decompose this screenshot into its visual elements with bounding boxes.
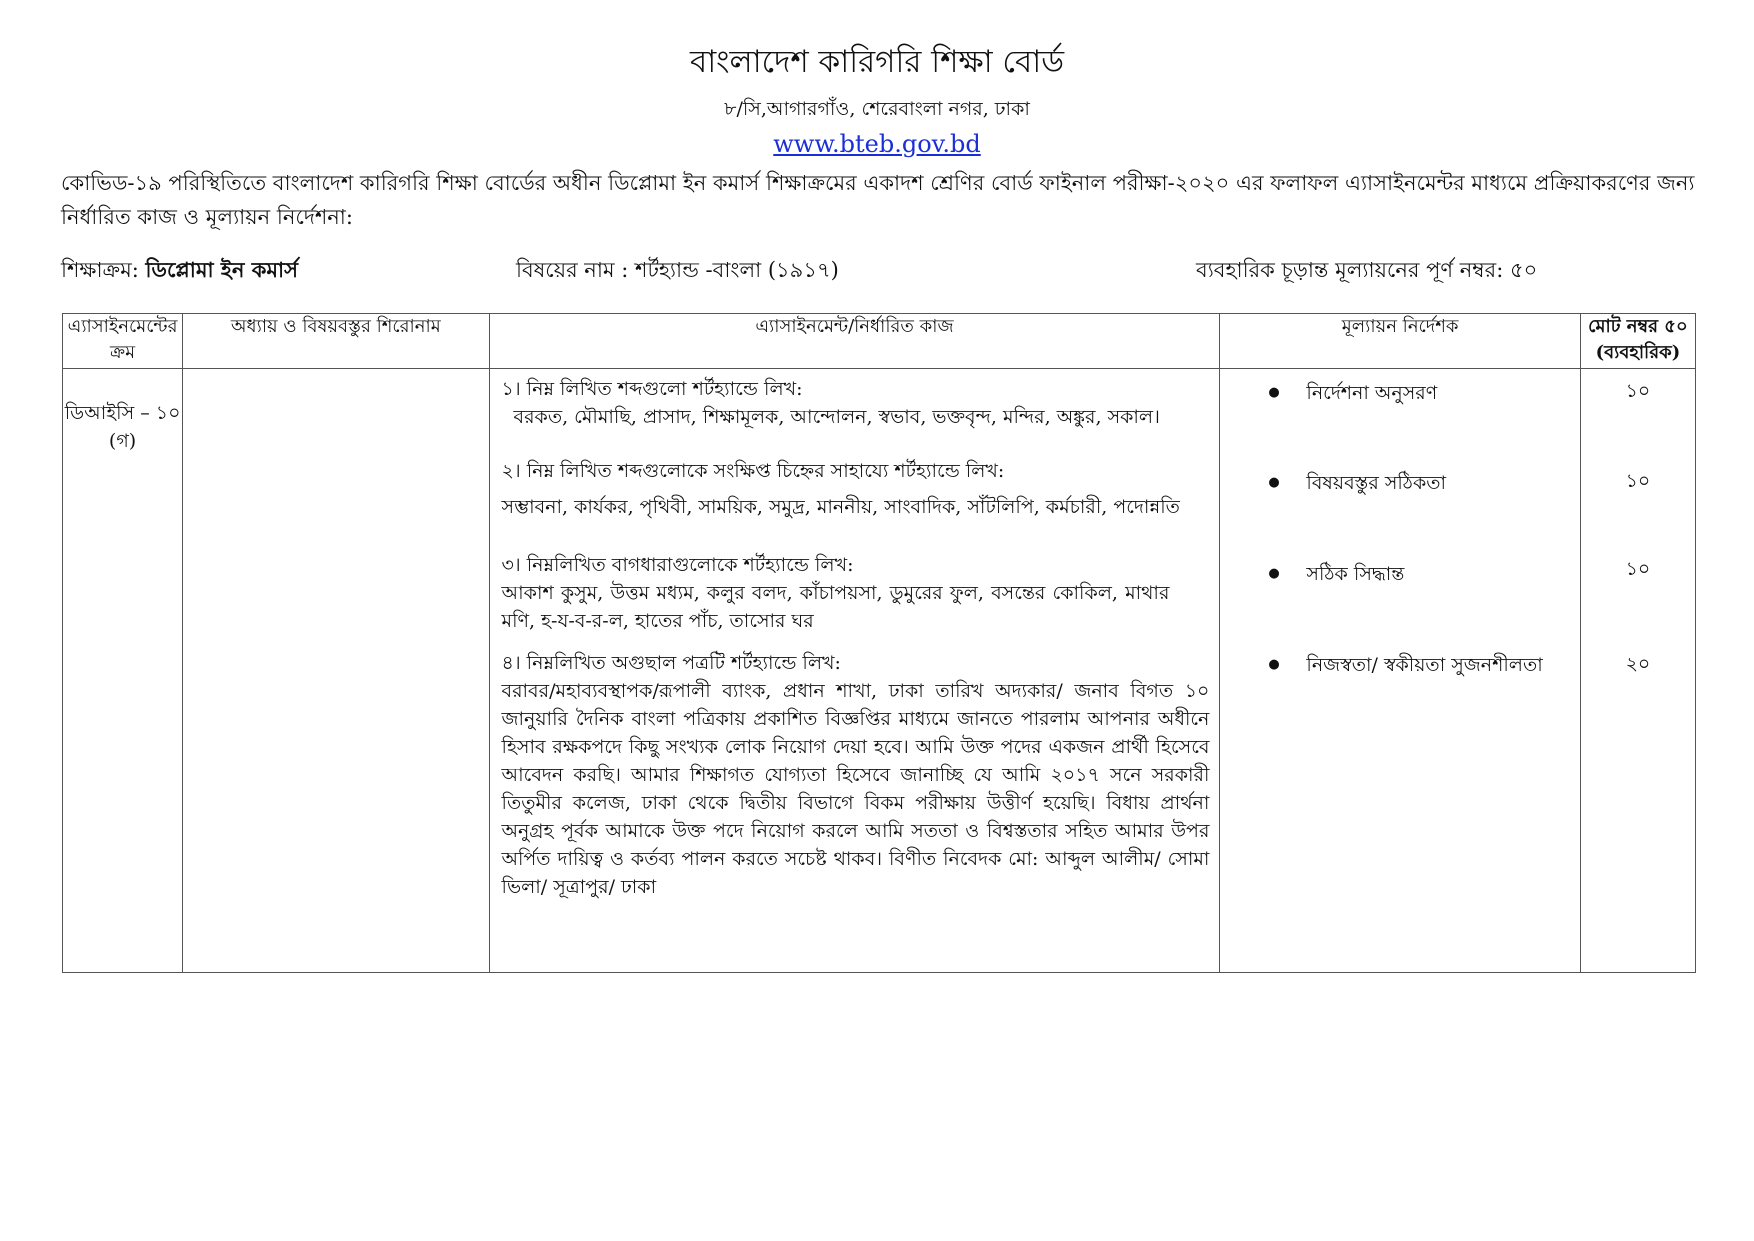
- board-title: বাংলাদেশ কারিগরি শিক্ষা বোর্ড: [689, 44, 1065, 80]
- intro-paragraph: কোভিড-১৯ পরিস্থিতিতে বাংলাদেশ কারিগরি শিক্ষা বোর্ডের অধীন ডিপ্লোমা ইন কমার্স শিক্ষাক্রমের একাদশ শ্রেণির বোর্ড ফাইনাল পরীক্ষা-২০২০ এর ফলাফল এ্যাসাইনমেন্টর মাধ্যমে প্রক্রিয়াকরণের জন্য নির্ধারিত কাজ ও মূল্যায়ন নির্দেশনা:: [61, 171, 1695, 229]
- task-body: বরাবর/মহাব্যবস্থাপক/রূপালী ব্যাংক, প্রধান শাখা, ঢাকা তারিখ অদ্যকার/ জনাব বিগত ১০ জানুয়ারি দৈনিক বাংলা পত্রিকায় প্রকাশিত বিজ্ঞপ্তির মাধ্যমে জানতে পারলাম আপনার অধীনে হিসাব রক্ষকপদে কিছু সংখ্যক লোক নিয়োগ দেয়া হবে। আমি উক্ত পদের একজন প্রার্থী হিসেবে আবেদন করছি। আমার শিক্ষাগত যোগ্যতা হিসেবে জানাচ্ছি যে আমি ২০১৭ সনে সরকারী তিতুমীর কলেজ, ঢাকা থেকে দ্বিতীয় বিভাগে বিকম পরীক্ষায় উত্তীর্ণ হয়েছি। বিধায় প্রার্থনা অনুগ্রহ পূর্বক আমাকে উক্ত পদে নিয়োগ করলে আমি সততা ও বিশ্বস্ততার সহিত আমার উপর অর্পিত দায়িত্ব ও কর্তব্য পালন করতে সচেষ্ট থাকব। বিণীত নিবেদক মো: আব্দুল আলীম/ সোমা ভিলা/ সূত্রাপুর/ ঢাকা: [501, 680, 1210, 898]
- header-total: [1580, 314, 1695, 369]
- mark-value: ১০: [1625, 558, 1651, 580]
- curriculum-value: ডিপ্লোমা ইন কমার্স: [145, 257, 299, 282]
- task-heading: ৪। নিম্নলিখিত অগুছাল পত্রটি শর্টহ্যান্ডে লিখ:: [501, 652, 841, 674]
- criteria-item: ● সঠিক সিদ্ধান্ত: [1268, 560, 1579, 588]
- table-row: [63, 369, 1696, 973]
- board-address: ৮/সি,আগারগাঁও, শেরেবাংলা নগর, ঢাকা: [724, 98, 1030, 120]
- task-body: আকাশ কুসুম, উত্তম মধ্যম, কলুর বলদ, কাঁচাপয়সা, ডুমুরের ফুল, বসন্তের কোকিল, মাথার মণি, হ-য-ব-র-ল, হাতের পাঁচ, তাসোর ঘর: [501, 582, 1170, 632]
- mark-value: ২০: [1625, 653, 1651, 675]
- website-link[interactable]: www.bteb.gov.bd: [773, 130, 981, 158]
- website-line: [0, 128, 1754, 160]
- header-criteria: মূল্যায়ন নির্দেশক: [1220, 314, 1580, 369]
- mark-value: ১০: [1625, 380, 1651, 402]
- cell-criteria: [1220, 369, 1580, 973]
- curriculum-label: শিক্ষাক্রম:: [61, 258, 139, 282]
- cell-tasks: [489, 369, 1220, 973]
- criteria-item: ● নির্দেশনা অনুসরণ: [1268, 379, 1579, 407]
- cell-marks: [1580, 369, 1695, 973]
- table-header-row: [63, 314, 1696, 369]
- task-item: [502, 649, 1210, 901]
- task-item: [502, 457, 1210, 521]
- task-heading: ৩। নিম্নলিখিত বাগধারাগুলোকে শর্টহ্যান্ডে লিখ:: [501, 554, 854, 576]
- header-chapter: অধ্যায় ও বিষয়বস্তুর শিরোনাম: [183, 314, 489, 369]
- assignment-table: [62, 313, 1696, 973]
- task-heading: ১। নিম্ন লিখিত শব্দগুলো শর্টহ্যান্ডে লিখ:: [501, 378, 803, 400]
- criteria-item: ● বিষয়বস্তুর সঠিকতা: [1268, 469, 1579, 497]
- marks-list: [1581, 377, 1695, 678]
- full-marks: ব্যবহারিক চূড়ান্ত মূল্যায়নের পূর্ণ নম্বর: ৫০: [1196, 258, 1538, 282]
- cell-code: [63, 369, 183, 973]
- assignment-code: ডিআইসি – ১০ (গ): [64, 402, 181, 452]
- curriculum-info: [61, 254, 298, 286]
- task-body: সম্ভাবনা, কার্যকর, পৃথিবী, সাময়িক, সমুদ্র, মাননীয়, সাংবাদিক, সাঁটলিপি, কর্মচারী, পদোন্নতি: [501, 496, 1180, 518]
- task-body: বরকত, মৌমাছি, প্রাসাদ, শিক্ষামূলক, আন্দোলন, স্বভাব, ভক্তবৃন্দ, মন্দির, অঙ্কুর, সকাল।: [513, 406, 1160, 428]
- header-total-line2: (ব্যবহারিক): [1595, 342, 1681, 363]
- header-total-line1: মোট নম্বর ৫০: [1588, 316, 1688, 337]
- criteria-item: ● নিজস্বতা/ স্বকীয়তা সুজনশীলতা: [1268, 651, 1579, 679]
- header-task: এ্যাসাইনমেন্ট/নির্ধারিত কাজ: [489, 314, 1220, 369]
- cell-chapter: [183, 369, 489, 973]
- criteria-list: [1220, 379, 1579, 679]
- subject-name: বিষয়ের নাম : শর্টহ্যান্ড -বাংলা (১৯১৭): [516, 258, 839, 282]
- task-item: [502, 551, 1210, 635]
- task-item: [502, 375, 1210, 431]
- task-heading: ২। নিম্ন লিখিত শব্দগুলোকে সংক্ষিপ্ত চিহ্নের সাহায্যে শর্টহ্যান্ডে লিখ:: [501, 460, 1005, 482]
- mark-value: ১০: [1625, 470, 1651, 492]
- header-serial: এ্যাসাইনমেন্টের ক্রম: [63, 314, 183, 369]
